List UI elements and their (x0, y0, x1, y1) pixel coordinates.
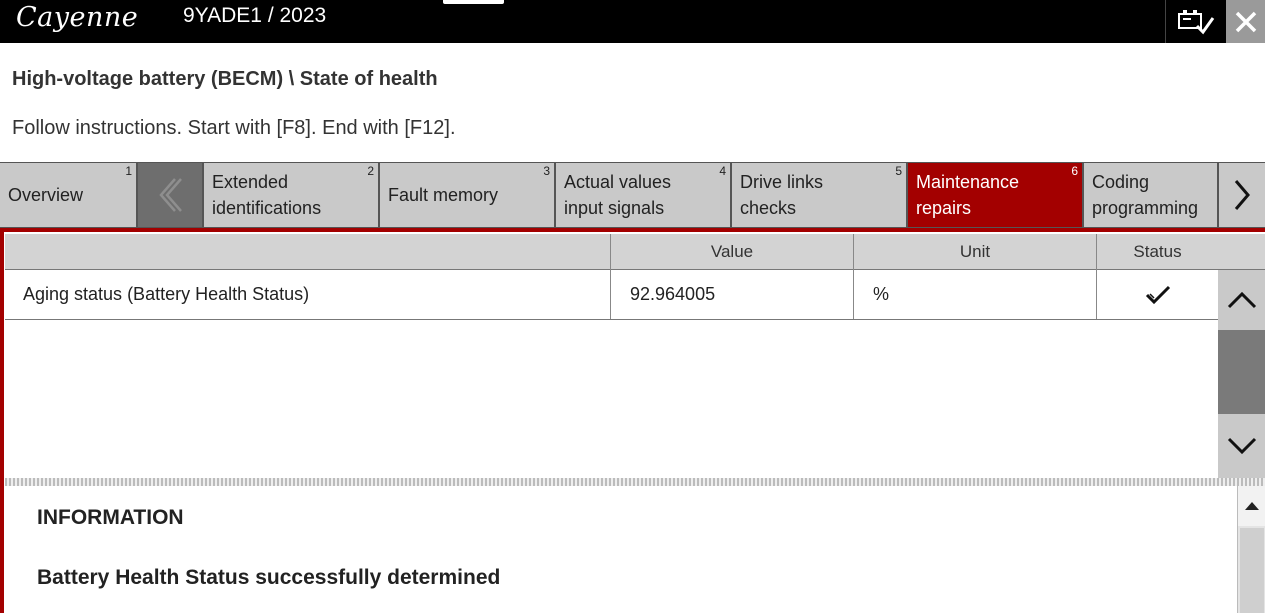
info-scrollbar[interactable] (1237, 486, 1265, 613)
column-header-value: Value (611, 234, 854, 270)
close-button[interactable] (1226, 0, 1265, 43)
tab-label: Drive links (740, 172, 824, 192)
table-header (5, 234, 1218, 270)
tab-label-line2: identifications (212, 198, 322, 218)
top-bar (0, 0, 1265, 43)
tab-maintenance-repairs[interactable] (908, 163, 1084, 227)
row-name: Aging status (Battery Health Status) (5, 270, 611, 319)
brand-logo: Cayenne (16, 2, 139, 33)
scrollbar-thumb[interactable] (1218, 330, 1265, 414)
tab-label: Overview (8, 185, 84, 205)
tab-number: 1 (125, 164, 132, 178)
column-header-unit: Unit (854, 234, 1097, 270)
triangle-up-icon (1244, 501, 1260, 511)
column-header-status: Status (1133, 242, 1182, 261)
instruction-text: Follow instructions. Start with [F8]. End with [F12]. (12, 117, 456, 139)
tab-label-line2: input signals (564, 198, 665, 218)
tab-label-line2: repairs (916, 198, 972, 218)
tab-label-line2: programming (1092, 198, 1199, 218)
window-notch (443, 0, 504, 4)
vehicle-check-button[interactable] (1165, 0, 1225, 43)
tab-coding-programming[interactable] (1084, 163, 1219, 227)
info-title: INFORMATION (37, 506, 184, 529)
row-status (1097, 270, 1218, 319)
tab-label: Fault memory (388, 185, 499, 205)
breadcrumb: High-voltage battery (BECM) \ State of health (12, 68, 438, 90)
chevron-right-icon (1233, 178, 1251, 212)
checkmark-icon (1145, 284, 1171, 306)
close-icon (1235, 11, 1257, 33)
tab-number: 2 (367, 164, 374, 178)
tab-number: 6 (1071, 164, 1078, 178)
chevron-left-icon (157, 177, 183, 213)
tab-label: Coding (1092, 172, 1150, 192)
tab-bar (0, 162, 1265, 228)
tab-number: 4 (719, 164, 726, 178)
info-message: Battery Health Status successfully determined (37, 566, 501, 589)
tab-actual-values[interactable] (556, 163, 732, 227)
vehicle-id: 9YADE1 / 2023 (183, 4, 327, 27)
scrollbar-header-cell (1218, 234, 1265, 270)
row-unit: % (854, 270, 1097, 319)
chevron-up-icon (1227, 291, 1257, 309)
tab-label: Actual values (564, 172, 672, 192)
tab-prev-button[interactable] (138, 163, 204, 227)
tab-overview[interactable] (0, 163, 138, 227)
column-header-name (5, 234, 611, 270)
table-row[interactable] (5, 270, 1218, 320)
vehicle-check-icon (1177, 8, 1215, 36)
info-scrollbar-thumb[interactable] (1240, 528, 1264, 613)
scroll-down-button[interactable] (1218, 414, 1265, 478)
tab-number: 5 (895, 164, 902, 178)
tab-number: 3 (543, 164, 550, 178)
row-value: 92.964005 (611, 270, 854, 319)
tab-label: Maintenance (916, 172, 1020, 192)
chevron-down-icon (1227, 437, 1257, 455)
tab-label-line2: checks (740, 198, 797, 218)
tab-extended-identifications[interactable] (204, 163, 380, 227)
panel-splitter[interactable] (5, 478, 1265, 486)
tab-fault-memory[interactable] (380, 163, 556, 227)
info-panel (5, 486, 1237, 613)
tab-next-button[interactable] (1219, 163, 1265, 227)
table-scrollbar[interactable] (1218, 234, 1265, 478)
tab-drive-links[interactable] (732, 163, 908, 227)
scroll-up-button[interactable] (1218, 270, 1265, 330)
info-scroll-up-button[interactable] (1238, 486, 1265, 526)
tab-label: Extended (212, 172, 289, 192)
